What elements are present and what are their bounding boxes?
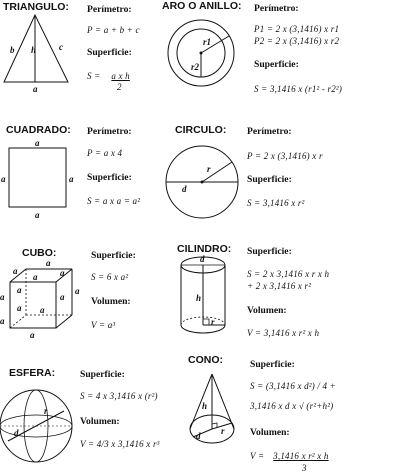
- square-label-a-bottom: a: [35, 210, 40, 220]
- ring-p2-formula: P2 = 2 x (3,1416) x r2: [254, 36, 340, 46]
- square-label-a-top: a: [35, 138, 40, 148]
- cylinder-superficie-formula-1: S = 2 x 3,1416 x r x h: [247, 269, 330, 279]
- cylinder-volumen-label: Volumen:: [247, 305, 287, 316]
- cylinder-superficie-formula-2: + 2 x 3,1416 x r²: [247, 281, 312, 291]
- triangle-label-c: c: [59, 42, 63, 52]
- triangle-label-h: h: [31, 45, 37, 55]
- cube-label-a-12: a: [30, 330, 35, 340]
- cube-volumen-label: Volumen:: [91, 296, 131, 307]
- cylinder-superficie-label: Superficie:: [247, 246, 292, 257]
- square-title: CUADRADO:: [6, 124, 71, 136]
- cone-volumen-formula: [250, 451, 329, 461]
- circle-label-d: d: [182, 184, 187, 194]
- circle-figure: [160, 140, 250, 224]
- cube-superficie-label: Superficie:: [91, 250, 136, 261]
- triangle-label-a: a: [33, 84, 38, 94]
- sphere-label-d: d: [14, 428, 19, 438]
- ring-figure: [160, 10, 250, 100]
- cone-label-h: h: [202, 401, 208, 411]
- cone-superficie-label: Superficie:: [250, 359, 295, 370]
- cube-label-a-5: a: [0, 292, 5, 302]
- circle-title: CIRCULO:: [175, 124, 227, 136]
- cone-vol-prefix: V =: [250, 451, 265, 461]
- cube-label-a-9: a: [17, 303, 22, 313]
- cylinder-label-h: h: [196, 293, 202, 303]
- square-superficie-formula: S = a x a = a²: [87, 196, 141, 206]
- triangle-superficie-formula: [87, 71, 130, 81]
- circle-label-r: r: [207, 164, 211, 174]
- cone-vol-denominator: 3: [302, 463, 307, 473]
- triangle-perimetro-label: Perímetro:: [87, 4, 132, 15]
- square-label-a-left: a: [1, 174, 6, 184]
- cylinder-figure: [175, 250, 240, 345]
- square-superficie-label: Superficie:: [87, 172, 132, 183]
- cube-label-a-11: a: [0, 316, 5, 326]
- ring-superficie-label: Superficie:: [254, 59, 299, 70]
- ring-label-r2: r2: [191, 62, 200, 72]
- cone-title: CONO:: [188, 354, 223, 366]
- cone-vol-numerator: 3,1416 x r² x h: [273, 451, 329, 461]
- triangle-title: TRIANGULO:: [3, 1, 69, 13]
- triangle-perimetro-formula: P = a + b + c: [87, 25, 140, 35]
- circle-perimetro-label: Perímetro:: [247, 126, 292, 137]
- cone-superficie-formula-2: 3,1416 x d x √ (r²+h²): [250, 401, 334, 411]
- cube-label-a-8: a: [75, 286, 80, 296]
- cylinder-volumen-formula: V = 3,1416 x r² x h: [247, 328, 320, 338]
- triangle-sup-denominator: 2: [117, 82, 122, 92]
- triangle-sup-prefix: S =: [87, 71, 101, 81]
- triangle-sup-numerator: a x h: [111, 71, 130, 81]
- cube-figure: [0, 258, 85, 342]
- cone-volumen-label: Volumen:: [250, 427, 290, 438]
- triangle-figure: [0, 0, 90, 100]
- triangle-superficie-label: Superficie:: [87, 47, 132, 58]
- square-perimetro-label: Perímetro:: [87, 126, 132, 137]
- square-figure: [0, 138, 80, 222]
- cube-title: CUBO:: [22, 247, 57, 259]
- cube-label-a-2: a: [46, 258, 51, 268]
- cylinder-label-d: d: [200, 254, 205, 264]
- sphere-title: ESFERA:: [9, 367, 56, 379]
- triangle-label-b: b: [10, 45, 15, 55]
- cube-volumen-formula: V = a³: [91, 320, 116, 330]
- cone-figure: [185, 365, 250, 455]
- cube-label-a-1: a: [13, 266, 18, 276]
- ring-p1-formula: P1 = 2 x (3,1416) x r1: [254, 24, 340, 34]
- cone-superficie-formula-1: S = (3,1416 x d²) / 4 +: [250, 381, 336, 391]
- sphere-figure: [0, 380, 80, 475]
- cone-label-d: d: [196, 431, 201, 441]
- sphere-superficie-formula: S = 4 x 3,1416 x (r²): [80, 391, 158, 401]
- circle-perimetro-formula: P = 2 x (3,1416) x r: [247, 151, 323, 161]
- sphere-label-r: r: [44, 406, 48, 416]
- cube-label-a-7: a: [60, 292, 65, 302]
- cone-label-r: r: [221, 426, 225, 436]
- cylinder-label-r: r: [211, 317, 215, 327]
- sphere-superficie-label: Superficie:: [80, 369, 125, 380]
- square-label-a-right: a: [69, 174, 74, 184]
- square-perimetro-formula: P = a x 4: [87, 148, 123, 158]
- circle-superficie-formula: S = 3,1416 x r²: [247, 198, 305, 208]
- ring-perimetro-label: Perímetro:: [254, 3, 299, 14]
- cube-label-a-4: a: [33, 272, 38, 282]
- cube-superficie-formula: S = 6 x a²: [91, 272, 129, 282]
- sphere-volumen-formula: V = 4/3 x 3,1416 x r³: [80, 439, 160, 449]
- cube-label-a-10: a: [40, 305, 45, 315]
- cube-label-a-6: a: [17, 285, 22, 295]
- sphere-volumen-label: Volumen:: [80, 416, 120, 427]
- ring-title: ARO O ANILLO:: [162, 0, 242, 12]
- cylinder-title: CILINDRO:: [177, 243, 232, 255]
- ring-label-r1: r1: [203, 37, 212, 47]
- circle-superficie-label: Superficie:: [247, 174, 292, 185]
- cube-label-a-3: a: [60, 268, 65, 278]
- ring-superficie-formula: S = 3,1416 x (r1² - r2²): [254, 84, 343, 94]
